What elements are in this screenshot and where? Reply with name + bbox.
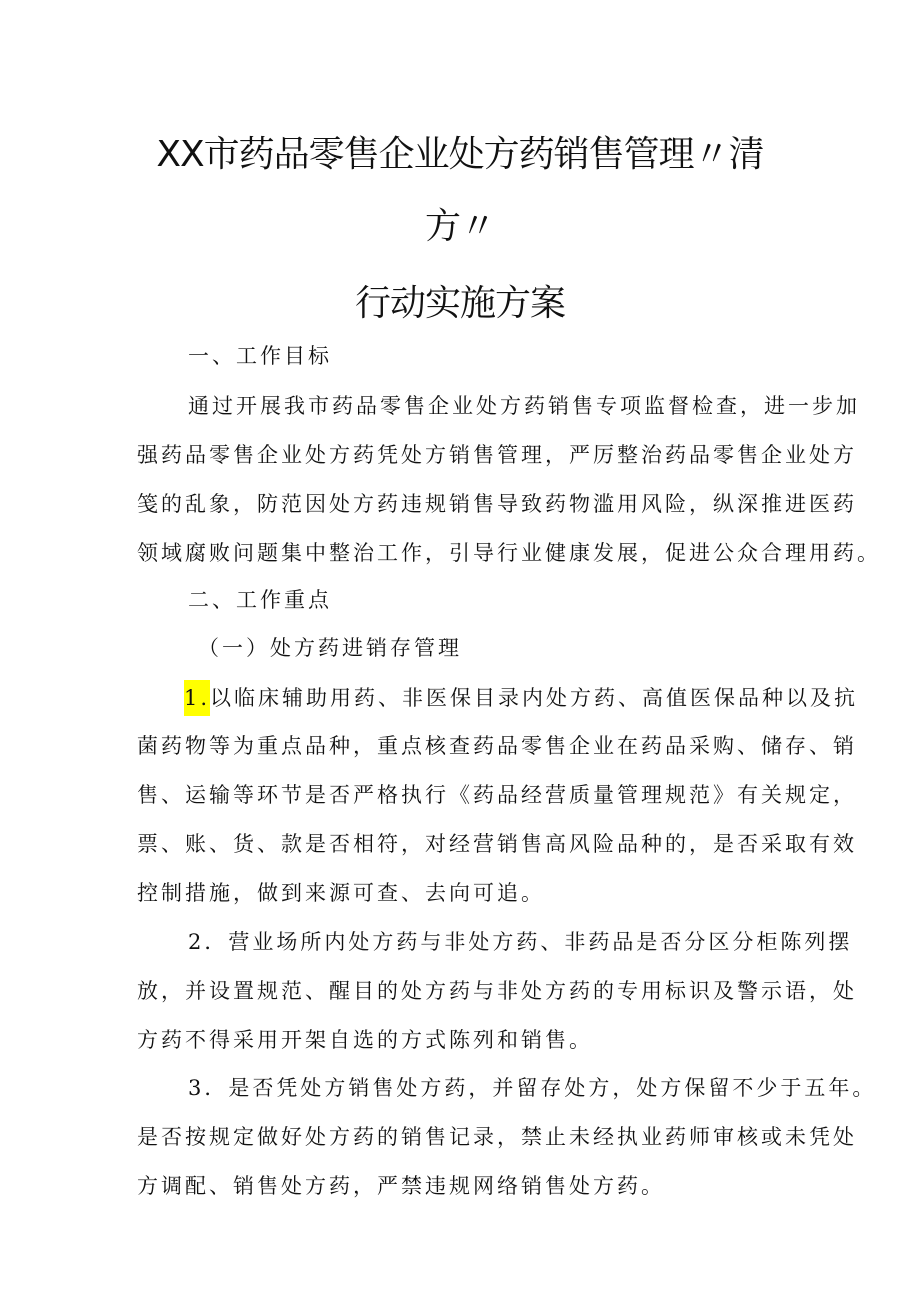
paragraph-line: 领域腐败问题集中整治工作，引导行业健康发展，促进公众合理用药。: [137, 541, 881, 565]
paragraph-line: 方调配、销售处方药，严禁违规网络销售处方药。: [137, 1174, 665, 1198]
item-1-first-line: [184, 680, 858, 716]
paragraph-line: 票、账、货、款是否相符，对经营销售高风险品种的，是否采取有效: [137, 832, 857, 856]
paragraph-line: 方药不得采用开架自选的方式陈列和销售。: [137, 1028, 593, 1052]
item-2-first-line: 2．营业场所内处方药与非处方药、非药品是否分区分柜陈列摆: [188, 930, 853, 954]
paragraph-line: 是否按规定做好处方药的销售记录，禁止未经执业药师审核或未凭处: [137, 1125, 857, 1149]
item-1-text: 以临床辅助用药、非医保目录内处方药、高值医保品种以及抗: [210, 686, 859, 710]
subsection-1-heading: （一）处方药进销存管理: [198, 636, 462, 660]
document-title-line-3: 行动实施方案: [354, 283, 565, 324]
document-title-line-2: 方〃: [424, 206, 495, 247]
paragraph-line: 强药品零售企业处方药凭处方销售管理，严厉整治药品零售企业处方: [137, 443, 857, 467]
document-title-line-1: XX市药品零售企业处方药销售管理〃清: [156, 134, 764, 175]
paragraph-line: 控制措施，做到来源可查、去向可追。: [137, 881, 545, 905]
paragraph-line: 菌药物等为重点品种，重点核查药品零售企业在药品采购、储存、销: [137, 734, 857, 758]
paragraph-line: 售、运输等环节是否严格执行《药品经营质量管理规范》有关规定，: [137, 783, 857, 807]
paragraph-line: 放，并设置规范、醒目的处方药与非处方药的专用标识及警示语，处: [137, 979, 857, 1003]
paragraph-line: 通过开展我市药品零售企业处方药销售专项监督检查，进一步加: [188, 394, 860, 418]
highlighted-item-number: 1.: [184, 680, 210, 716]
item-3-first-line: 3．是否凭处方销售处方药，并留存处方，处方保留不少于五年。: [188, 1076, 877, 1100]
section-1-heading: 一、工作目标: [188, 344, 332, 368]
section-2-heading: 二、工作重点: [188, 588, 332, 612]
paragraph-line: 笺的乱象，防范因处方药违规销售导致药物滥用风险，纵深推进医药: [137, 492, 857, 516]
